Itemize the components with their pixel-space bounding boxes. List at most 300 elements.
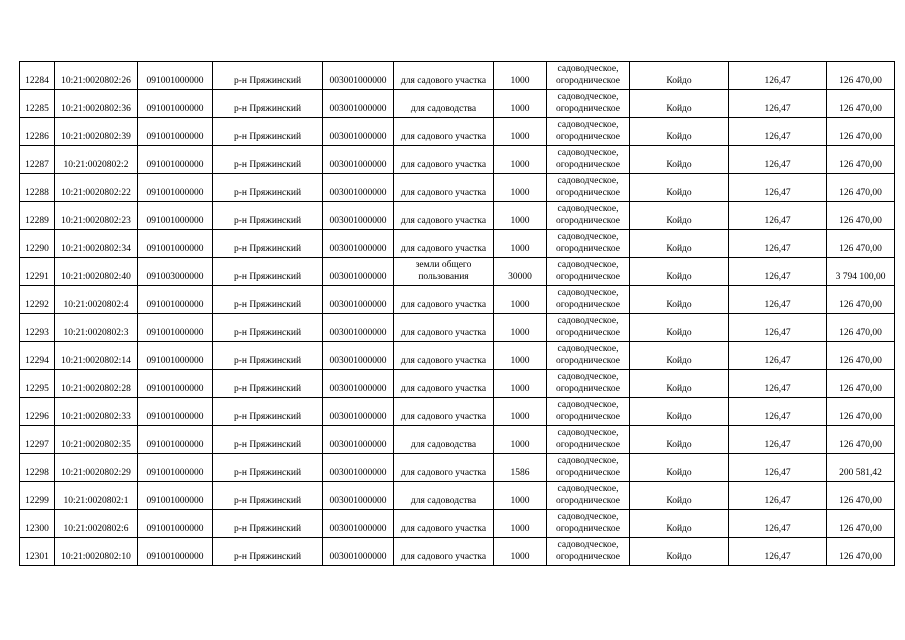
settlement-cell	[630, 118, 729, 146]
category-line-1: садоводческое,	[557, 372, 619, 382]
cadastral-number-cell	[55, 258, 138, 286]
oktmo-code-text: 003001000000	[329, 440, 387, 450]
cadastral-value-text: 126 470,00	[839, 328, 882, 338]
cadastral-value-text: 126 470,00	[839, 412, 882, 422]
row-number-cell	[20, 230, 55, 258]
permitted-use-text: для садового участка	[400, 132, 487, 142]
row-number-cell	[20, 314, 55, 342]
category-cell	[547, 90, 630, 118]
cadastral-number-cell	[55, 230, 138, 258]
district-cell	[213, 118, 323, 146]
cadastral-number-text: 10:21:0020802:3	[63, 328, 129, 338]
cadastral-value-cell	[827, 258, 895, 286]
cadastral-value-cell	[827, 370, 895, 398]
okato-code-text: 091001000000	[146, 496, 204, 506]
cadastral-value-cell	[827, 174, 895, 202]
specific-value-cell	[729, 90, 827, 118]
settlement-cell	[630, 426, 729, 454]
oktmo-code-cell	[323, 286, 394, 314]
cadastral-number-text: 10:21:0020802:28	[61, 384, 131, 394]
district-text: р-н Пряжинский	[233, 160, 302, 170]
oktmo-code-text: 003001000000	[329, 188, 387, 198]
oktmo-code-text: 003001000000	[329, 468, 387, 478]
specific-value-cell	[729, 426, 827, 454]
row-number-cell	[20, 398, 55, 426]
area-text: 1000	[510, 216, 530, 226]
district-text: р-н Пряжинский	[233, 440, 302, 450]
cadastral-value-cell	[827, 426, 895, 454]
settlement-cell	[630, 286, 729, 314]
cadastral-number-cell	[55, 398, 138, 426]
cadastral-value-text: 126 470,00	[839, 132, 882, 142]
settlement-cell	[630, 510, 729, 538]
cadastral-number-text: 10:21:0020802:14	[61, 356, 131, 366]
district-text: р-н Пряжинский	[233, 76, 302, 86]
category-line-2: огородническое	[555, 244, 621, 254]
specific-value-text: 126,47	[764, 384, 791, 394]
specific-value-cell	[729, 370, 827, 398]
okato-code-cell	[138, 510, 213, 538]
row-number-cell	[20, 146, 55, 174]
category-line-2: огородническое	[555, 216, 621, 226]
area-text: 1000	[510, 104, 530, 114]
category-cell	[547, 370, 630, 398]
specific-value-cell	[729, 118, 827, 146]
cadastral-number-text: 10:21:0020802:10	[61, 552, 131, 562]
oktmo-code-cell	[323, 62, 394, 90]
area-text: 1000	[510, 356, 530, 366]
category-line-1: садоводческое,	[557, 288, 619, 298]
permitted-use-cell	[394, 202, 494, 230]
row-number-cell	[20, 538, 55, 566]
okato-code-text: 091001000000	[146, 552, 204, 562]
cadastral-value-text: 126 470,00	[839, 552, 882, 562]
category-line-1: садоводческое,	[557, 316, 619, 326]
cadastral-number-text: 10:21:0020802:33	[61, 412, 131, 422]
cadastral-value-text: 126 470,00	[839, 160, 882, 170]
specific-value-text: 126,47	[764, 188, 791, 198]
table-row	[20, 454, 895, 482]
area-text: 1000	[510, 412, 530, 422]
district-text: р-н Пряжинский	[233, 272, 302, 282]
table-row	[20, 342, 895, 370]
district-text: р-н Пряжинский	[233, 552, 302, 562]
okato-code-text: 091001000000	[146, 132, 204, 142]
okato-code-cell	[138, 202, 213, 230]
table-row	[20, 426, 895, 454]
oktmo-code-cell	[323, 482, 394, 510]
cadastral-number-text: 10:21:0020802:35	[61, 440, 131, 450]
permitted-use-text: для садового участка	[400, 552, 487, 562]
settlement-cell	[630, 314, 729, 342]
permitted-use-cell	[394, 454, 494, 482]
category-cell	[547, 202, 630, 230]
district-text: р-н Пряжинский	[233, 468, 302, 478]
category-line-2: огородническое	[555, 160, 621, 170]
oktmo-code-text: 003001000000	[329, 356, 387, 366]
settlement-cell	[630, 146, 729, 174]
cadastral-number-cell	[55, 202, 138, 230]
oktmo-code-text: 003001000000	[329, 496, 387, 506]
specific-value-text: 126,47	[764, 524, 791, 534]
oktmo-code-cell	[323, 90, 394, 118]
oktmo-code-text: 003001000000	[329, 384, 387, 394]
oktmo-code-text: 003001000000	[329, 552, 387, 562]
oktmo-code-cell	[323, 426, 394, 454]
specific-value-cell	[729, 146, 827, 174]
table-row	[20, 370, 895, 398]
table-row	[20, 258, 895, 286]
permitted-use-cell	[394, 510, 494, 538]
permitted-use-text: для садового участка	[400, 300, 487, 310]
settlement-cell	[630, 258, 729, 286]
category-line-2: огородническое	[555, 356, 621, 366]
specific-value-text: 126,47	[764, 552, 791, 562]
row-number-text: 12300	[25, 524, 49, 534]
cadastral-number-cell	[55, 454, 138, 482]
oktmo-code-cell	[323, 230, 394, 258]
cadastral-number-cell	[55, 342, 138, 370]
row-number-text: 12294	[25, 356, 49, 366]
permitted-use-cell	[394, 258, 494, 286]
area-text: 1000	[510, 524, 530, 534]
settlement-cell	[630, 398, 729, 426]
specific-value-text: 126,47	[764, 412, 791, 422]
specific-value-text: 126,47	[764, 244, 791, 254]
category-line-2: огородническое	[555, 76, 621, 86]
district-cell	[213, 90, 323, 118]
permitted-use-line-1: земли общего	[415, 260, 472, 270]
district-cell	[213, 314, 323, 342]
specific-value-text: 126,47	[764, 104, 791, 114]
table-row	[20, 146, 895, 174]
category-cell	[547, 426, 630, 454]
specific-value-text: 126,47	[764, 300, 791, 310]
cadastral-value-cell	[827, 538, 895, 566]
row-number-text: 12301	[25, 552, 49, 562]
category-line-1: садоводческое,	[557, 512, 619, 522]
okato-code-text: 091003000000	[146, 272, 204, 282]
cadastral-number-cell	[55, 538, 138, 566]
oktmo-code-cell	[323, 538, 394, 566]
permitted-use-text: для садового участка	[400, 328, 487, 338]
row-number-text: 12297	[25, 440, 49, 450]
cadastral-value-cell	[827, 62, 895, 90]
oktmo-code-text: 003001000000	[329, 76, 387, 86]
oktmo-code-cell	[323, 510, 394, 538]
okato-code-text: 091001000000	[146, 300, 204, 310]
okato-code-cell	[138, 314, 213, 342]
permitted-use-text: для садового участка	[400, 468, 487, 478]
cadastral-number-cell	[55, 510, 138, 538]
okato-code-cell	[138, 258, 213, 286]
cadastral-number-text: 10:21:0020802:26	[61, 76, 131, 86]
permitted-use-line-2: пользования	[418, 272, 469, 282]
category-line-1: садоводческое,	[557, 204, 619, 214]
permitted-use-cell	[394, 426, 494, 454]
specific-value-text: 126,47	[764, 272, 791, 282]
specific-value-cell	[729, 202, 827, 230]
settlement-text: Койдо	[666, 440, 692, 450]
settlement-text: Койдо	[666, 244, 692, 254]
permitted-use-text: для садоводства	[410, 496, 477, 506]
cadastral-value-cell	[827, 454, 895, 482]
cadastral-number-text: 10:21:0020802:22	[61, 188, 131, 198]
permitted-use-text: для садового участка	[400, 524, 487, 534]
area-cell	[494, 202, 547, 230]
cadastral-number-text: 10:21:0020802:36	[61, 104, 131, 114]
row-number-cell	[20, 90, 55, 118]
settlement-cell	[630, 454, 729, 482]
settlement-cell	[630, 342, 729, 370]
district-text: р-н Пряжинский	[233, 244, 302, 254]
area-text: 1000	[510, 76, 530, 86]
table-body	[20, 62, 895, 566]
specific-value-cell	[729, 482, 827, 510]
category-line-1: садоводческое,	[557, 260, 619, 270]
table-row	[20, 398, 895, 426]
settlement-cell	[630, 202, 729, 230]
cadastral-value-text: 126 470,00	[839, 496, 882, 506]
permitted-use-cell	[394, 314, 494, 342]
district-text: р-н Пряжинский	[233, 384, 302, 394]
area-cell	[494, 230, 547, 258]
okato-code-cell	[138, 454, 213, 482]
row-number-cell	[20, 426, 55, 454]
area-cell	[494, 426, 547, 454]
row-number-text: 12285	[25, 104, 49, 114]
district-cell	[213, 62, 323, 90]
settlement-text: Койдо	[666, 552, 692, 562]
district-cell	[213, 398, 323, 426]
settlement-text: Койдо	[666, 300, 692, 310]
cadastral-number-text: 10:21:0020802:6	[63, 524, 129, 534]
row-number-text: 12293	[25, 328, 49, 338]
table-row	[20, 286, 895, 314]
area-cell	[494, 174, 547, 202]
settlement-cell	[630, 230, 729, 258]
row-number-text: 12284	[25, 76, 49, 86]
row-number-text: 12289	[25, 216, 49, 226]
permitted-use-cell	[394, 342, 494, 370]
district-cell	[213, 286, 323, 314]
cadastral-number-cell	[55, 370, 138, 398]
category-cell	[547, 258, 630, 286]
oktmo-code-text: 003001000000	[329, 412, 387, 422]
row-number-text: 12296	[25, 412, 49, 422]
specific-value-text: 126,47	[764, 216, 791, 226]
category-line-2: огородническое	[555, 188, 621, 198]
oktmo-code-cell	[323, 342, 394, 370]
row-number-cell	[20, 258, 55, 286]
row-number-text: 12295	[25, 384, 49, 394]
permitted-use-text: для садоводства	[410, 104, 477, 114]
category-line-2: огородническое	[555, 412, 621, 422]
specific-value-text: 126,47	[764, 328, 791, 338]
oktmo-code-text: 003001000000	[329, 300, 387, 310]
district-text: р-н Пряжинский	[233, 524, 302, 534]
okato-code-text: 091001000000	[146, 468, 204, 478]
oktmo-code-cell	[323, 202, 394, 230]
district-cell	[213, 174, 323, 202]
oktmo-code-text: 003001000000	[329, 524, 387, 534]
cadastral-value-cell	[827, 230, 895, 258]
area-cell	[494, 90, 547, 118]
cadastral-value-text: 126 470,00	[839, 216, 882, 226]
area-cell	[494, 398, 547, 426]
specific-value-text: 126,47	[764, 132, 791, 142]
cadastral-table	[19, 61, 895, 566]
okato-code-cell	[138, 62, 213, 90]
cadastral-number-cell	[55, 286, 138, 314]
cadastral-value-cell	[827, 202, 895, 230]
specific-value-cell	[729, 230, 827, 258]
row-number-cell	[20, 118, 55, 146]
cadastral-number-cell	[55, 174, 138, 202]
cadastral-value-cell	[827, 286, 895, 314]
oktmo-code-text: 003001000000	[329, 216, 387, 226]
cadastral-value-cell	[827, 398, 895, 426]
row-number-cell	[20, 342, 55, 370]
cadastral-number-cell	[55, 118, 138, 146]
area-cell	[494, 314, 547, 342]
specific-value-cell	[729, 286, 827, 314]
district-text: р-н Пряжинский	[233, 104, 302, 114]
category-line-1: садоводческое,	[557, 456, 619, 466]
oktmo-code-text: 003001000000	[329, 272, 387, 282]
area-text: 30000	[508, 272, 532, 282]
specific-value-text: 126,47	[764, 468, 791, 478]
district-text: р-н Пряжинский	[233, 300, 302, 310]
area-cell	[494, 538, 547, 566]
area-text: 1000	[510, 552, 530, 562]
category-cell	[547, 146, 630, 174]
row-number-cell	[20, 510, 55, 538]
area-cell	[494, 146, 547, 174]
row-number-text: 12290	[25, 244, 49, 254]
area-cell	[494, 342, 547, 370]
district-text: р-н Пряжинский	[233, 328, 302, 338]
specific-value-text: 126,47	[764, 440, 791, 450]
area-text: 1586	[510, 468, 530, 478]
district-text: р-н Пряжинский	[233, 356, 302, 366]
district-cell	[213, 510, 323, 538]
cadastral-value-cell	[827, 146, 895, 174]
row-number-cell	[20, 174, 55, 202]
area-cell	[494, 258, 547, 286]
cadastral-number-text: 10:21:0020802:29	[61, 468, 131, 478]
row-number-cell	[20, 454, 55, 482]
category-line-1: садоводческое,	[557, 120, 619, 130]
district-text: р-н Пряжинский	[233, 412, 302, 422]
settlement-cell	[630, 174, 729, 202]
oktmo-code-text: 003001000000	[329, 244, 387, 254]
category-cell	[547, 342, 630, 370]
settlement-cell	[630, 482, 729, 510]
oktmo-code-cell	[323, 118, 394, 146]
okato-code-cell	[138, 146, 213, 174]
cadastral-value-text: 126 470,00	[839, 300, 882, 310]
cadastral-value-text: 126 470,00	[839, 244, 882, 254]
okato-code-text: 091001000000	[146, 328, 204, 338]
table-row	[20, 314, 895, 342]
cadastral-number-text: 10:21:0020802:39	[61, 132, 131, 142]
settlement-text: Койдо	[666, 356, 692, 366]
permitted-use-text: для садового участка	[400, 412, 487, 422]
okato-code-text: 091001000000	[146, 356, 204, 366]
cadastral-value-text: 126 470,00	[839, 384, 882, 394]
cadastral-value-cell	[827, 510, 895, 538]
settlement-text: Койдо	[666, 216, 692, 226]
table-row	[20, 482, 895, 510]
settlement-text: Койдо	[666, 384, 692, 394]
table-row	[20, 202, 895, 230]
district-text: р-н Пряжинский	[233, 188, 302, 198]
permitted-use-cell	[394, 118, 494, 146]
settlement-text: Койдо	[666, 76, 692, 86]
area-text: 1000	[510, 300, 530, 310]
category-line-1: садоводческое,	[557, 400, 619, 410]
oktmo-code-text: 003001000000	[329, 132, 387, 142]
table-row	[20, 230, 895, 258]
district-cell	[213, 202, 323, 230]
oktmo-code-cell	[323, 398, 394, 426]
permitted-use-text: для садового участка	[400, 244, 487, 254]
category-line-1: садоводческое,	[557, 344, 619, 354]
okato-code-cell	[138, 370, 213, 398]
category-line-2: огородническое	[555, 300, 621, 310]
cadastral-number-text: 10:21:0020802:40	[61, 272, 131, 282]
category-cell	[547, 62, 630, 90]
table-row	[20, 510, 895, 538]
cadastral-value-text: 126 470,00	[839, 188, 882, 198]
okato-code-cell	[138, 286, 213, 314]
oktmo-code-text: 003001000000	[329, 328, 387, 338]
oktmo-code-text: 003001000000	[329, 104, 387, 114]
specific-value-cell	[729, 342, 827, 370]
okato-code-text: 091001000000	[146, 188, 204, 198]
district-cell	[213, 482, 323, 510]
permitted-use-cell	[394, 538, 494, 566]
specific-value-cell	[729, 538, 827, 566]
cadastral-number-text: 10:21:0020802:2	[63, 160, 129, 170]
category-line-1: садоводческое,	[557, 540, 619, 550]
category-cell	[547, 286, 630, 314]
category-line-2: огородническое	[555, 496, 621, 506]
area-cell	[494, 482, 547, 510]
settlement-text: Койдо	[666, 468, 692, 478]
area-cell	[494, 454, 547, 482]
area-cell	[494, 370, 547, 398]
table-row	[20, 174, 895, 202]
okato-code-text: 091001000000	[146, 216, 204, 226]
specific-value-cell	[729, 314, 827, 342]
settlement-text: Койдо	[666, 160, 692, 170]
settlement-text: Койдо	[666, 188, 692, 198]
okato-code-cell	[138, 426, 213, 454]
cadastral-number-cell	[55, 426, 138, 454]
category-line-1: садоводческое,	[557, 92, 619, 102]
okato-code-text: 091001000000	[146, 524, 204, 534]
specific-value-cell	[729, 174, 827, 202]
permitted-use-text: для садового участка	[400, 76, 487, 86]
area-text: 1000	[510, 188, 530, 198]
cadastral-number-text: 10:21:0020802:34	[61, 244, 131, 254]
permitted-use-cell	[394, 370, 494, 398]
settlement-text: Койдо	[666, 272, 692, 282]
specific-value-cell	[729, 62, 827, 90]
row-number-cell	[20, 202, 55, 230]
